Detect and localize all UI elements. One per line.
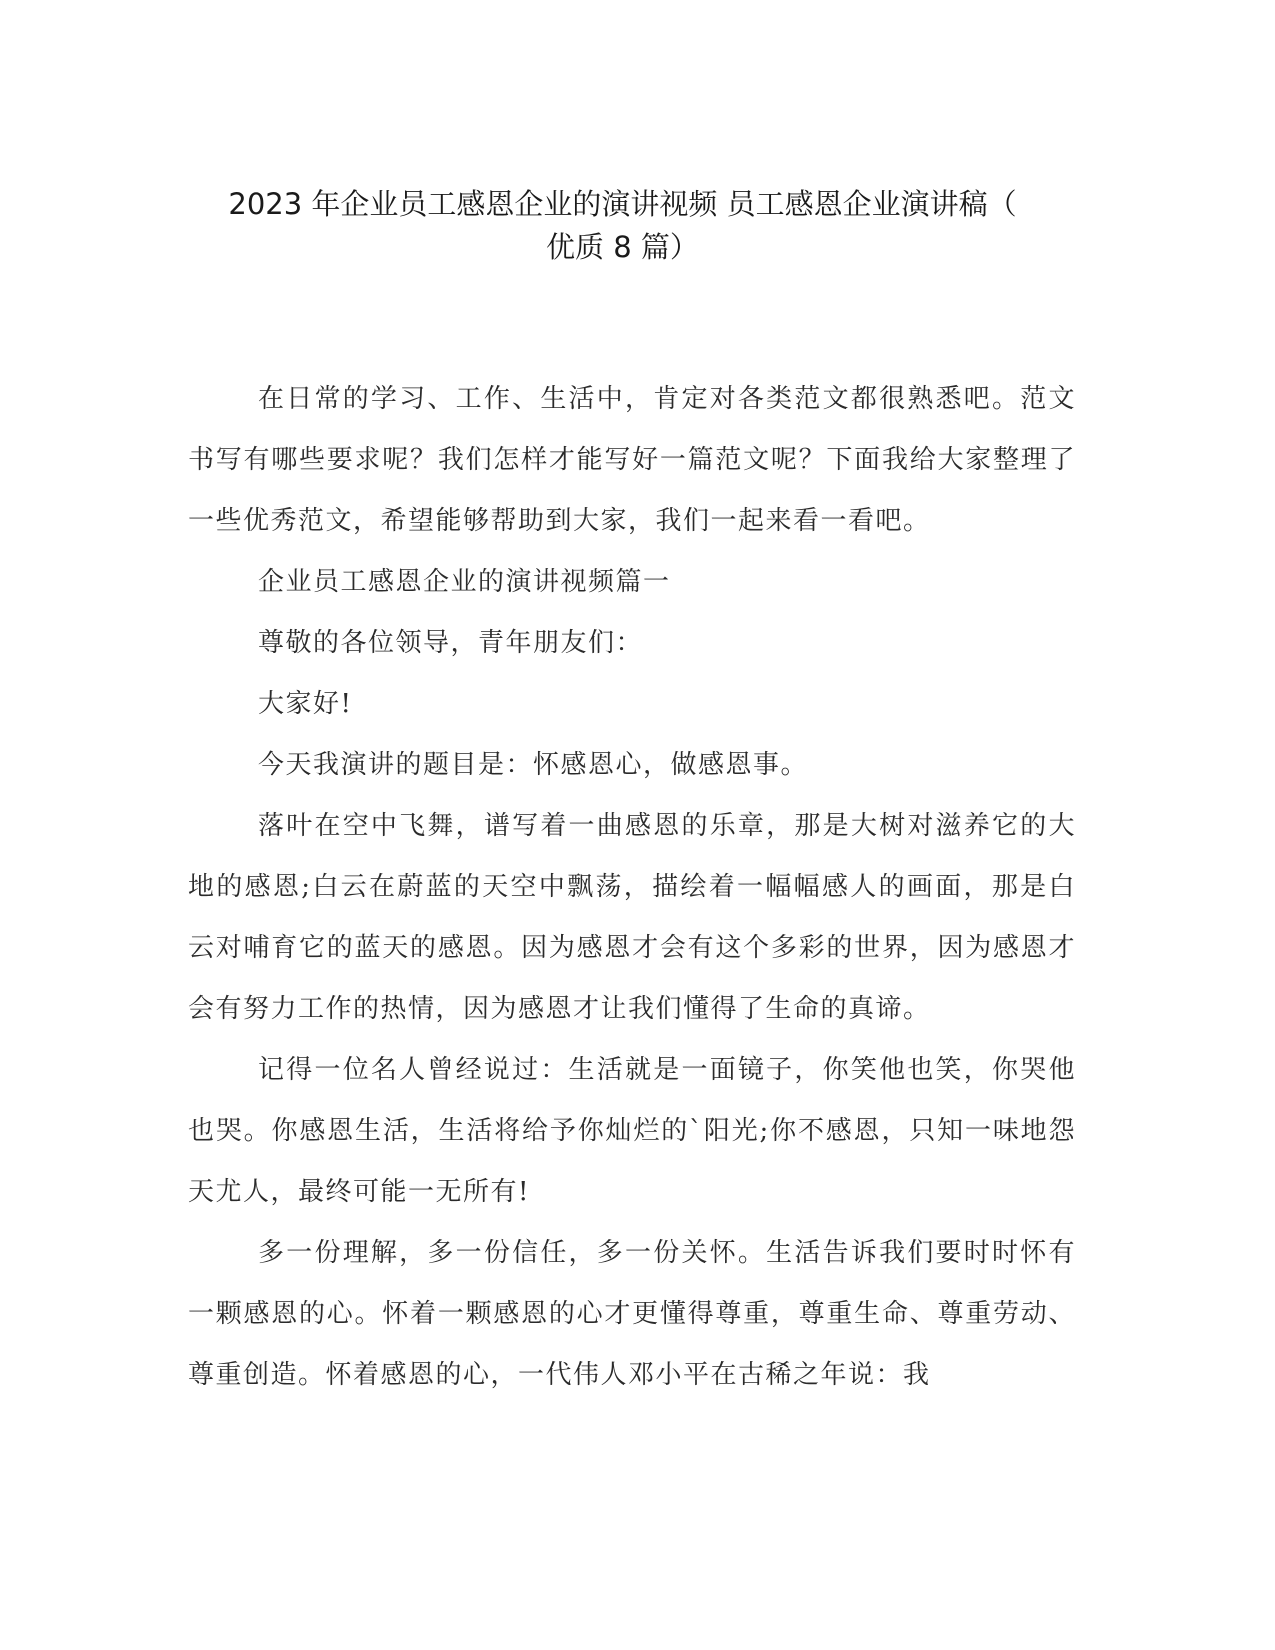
speech-topic: 今天我演讲的题目是：怀感恩心，做感恩事。 <box>258 750 809 780</box>
title-line-1: 2023 年企业员工感恩企业的演讲视频 员工感恩企业演讲稿（ <box>228 187 1017 221</box>
document-title <box>180 183 1065 269</box>
document-body <box>188 369 1076 1406</box>
title-line-2: 优质 8 篇） <box>546 230 699 264</box>
body-paragraph: 多一份理解，多一份信任，多一份关怀。生活告诉我们要时时怀有一颗感恩的心。怀着一颗感恩的心才更懂得尊重，尊重生命、尊重劳动、尊重创造。怀着感恩的心，一代伟人邓小平在古稀之年说：我 <box>188 1238 1076 1390</box>
greeting: 大家好! <box>258 689 353 719</box>
body-paragraph: 落叶在空中飞舞，谱写着一曲感恩的乐章，那是大树对滋养它的大地的感恩;白云在蔚蓝的天空中飘荡，描绘着一幅幅感人的画面，那是白云对哺育它的蓝天的感恩。因为感恩才会有这个多彩的世界，因为感恩才会有努力工作的热情，因为感恩才让我们懂得了生命的真谛。 <box>188 811 1076 1024</box>
body-paragraph: 记得一位名人曾经说过：生活就是一面镜子，你笑他也笑，你哭他也哭。你感恩生活，生活将给予你灿烂的`阳光;你不感恩，只知一味地怨天尤人，最终可能一无所有! <box>188 1055 1076 1207</box>
intro-paragraph: 在日常的学习、工作、生活中，肯定对各类范文都很熟悉吧。范文书写有哪些要求呢？我们怎样才能写好一篇范文呢？下面我给大家整理了一些优秀范文，希望能够帮助到大家，我们一起来看一看吧。 <box>188 384 1076 536</box>
salutation: 尊敬的各位领导，青年朋友们： <box>258 628 644 658</box>
section-heading: 企业员工感恩企业的演讲视频篇一 <box>258 567 671 597</box>
